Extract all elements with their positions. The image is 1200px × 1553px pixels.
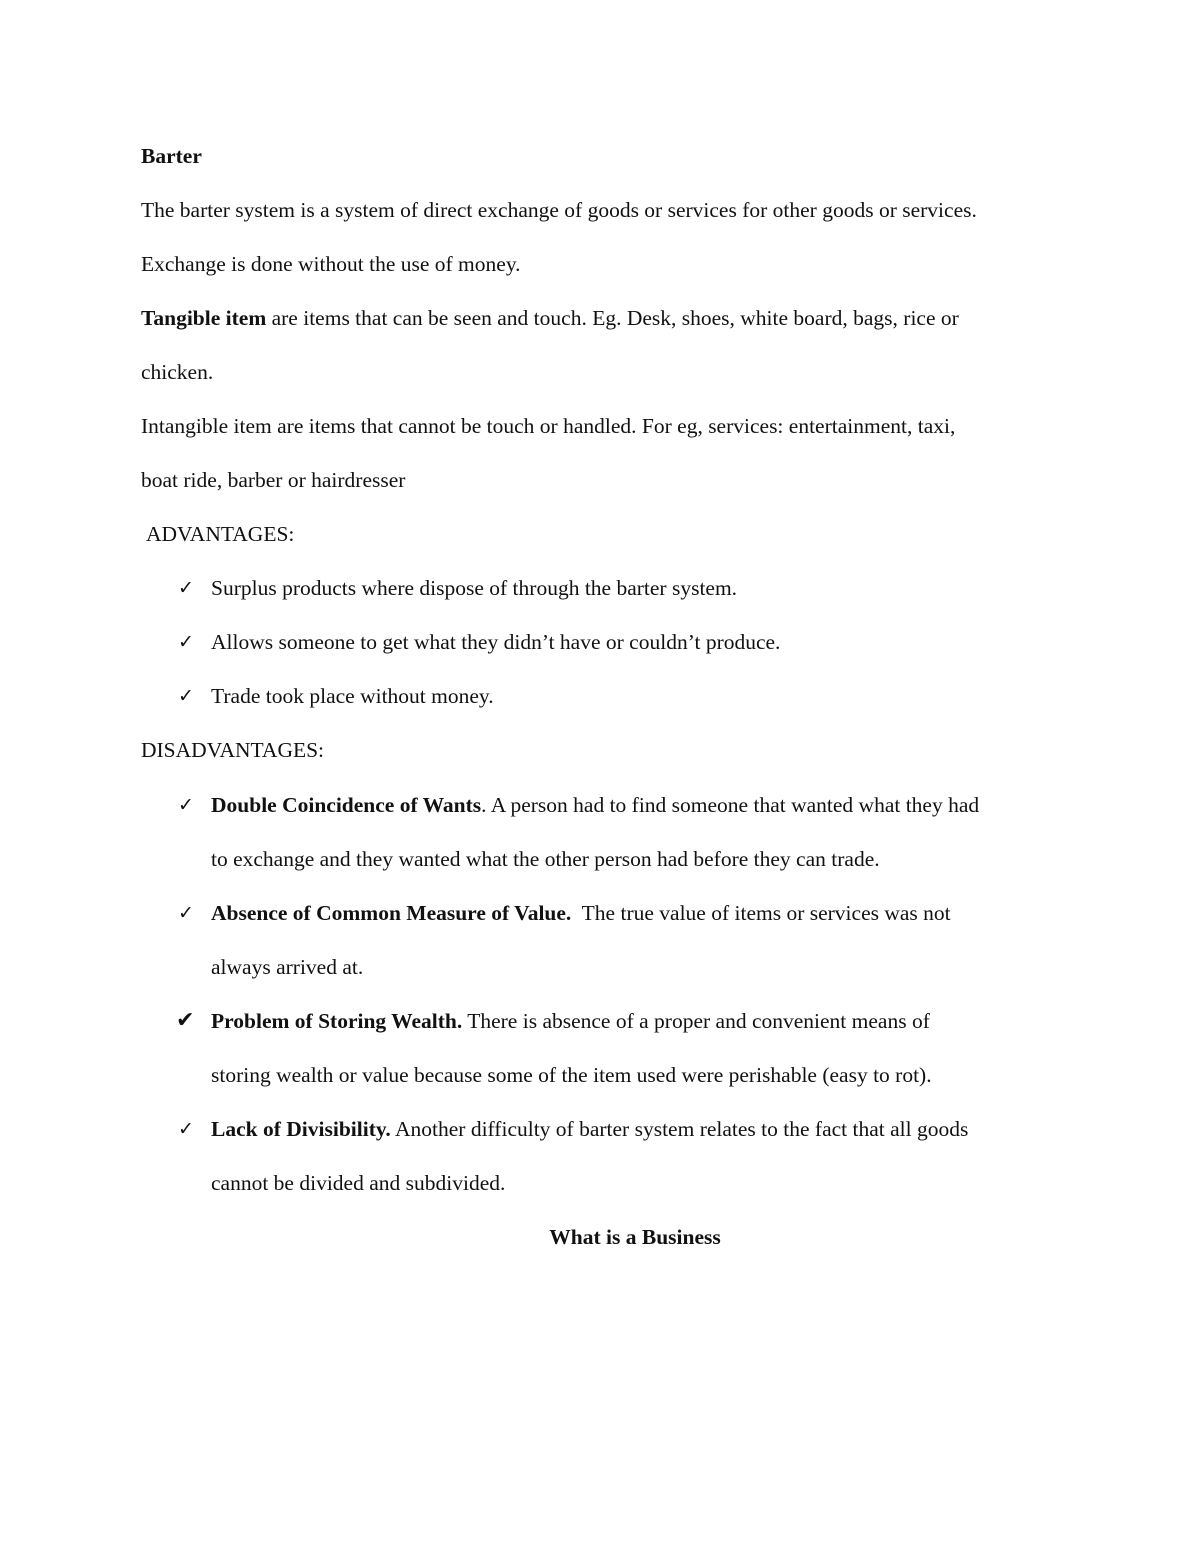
- disadvantage-item-line-2: storing wealth or value because some of the item used were perishable (easy to rot).: [211, 1063, 932, 1087]
- intangible-paragraph-line-1: Intangible item are items that cannot be touch or handled. For eg, services: entertainment, taxi,: [141, 414, 956, 438]
- disadvantage-text: . A person had to find someone that wanted what they had: [481, 793, 980, 817]
- disadvantages-heading: DISADVANTAGES:: [141, 738, 325, 762]
- disadvantage-item-line-1: [211, 903, 951, 925]
- disadvantage-term: Lack of Divisibility.: [211, 1117, 391, 1141]
- checkmark-icon: ✓: [178, 1118, 194, 1140]
- disadvantage-item-line-2: always arrived at.: [211, 955, 364, 979]
- advantage-item: Allows someone to get what they didn’t have or couldn’t produce.: [211, 630, 781, 654]
- intro-line-1: The barter system is a system of direct exchange of goods or services for other goods or services.: [141, 198, 977, 222]
- advantage-item: Trade took place without money.: [211, 684, 494, 708]
- disadvantage-text: There is absence of a proper and convenient means of: [462, 1009, 930, 1033]
- disadvantage-item-line-2: to exchange and they wanted what the other person had before they can trade.: [211, 847, 880, 871]
- disadvantage-term: Absence of Common Measure of Value.: [211, 901, 572, 925]
- tangible-term: Tangible item: [141, 306, 267, 330]
- intro-line-2: Exchange is done without the use of money.: [141, 252, 521, 276]
- disadvantage-text: The true value of items or services was not: [571, 901, 951, 925]
- advantages-heading: ADVANTAGES:: [146, 522, 295, 546]
- tangible-definition: are items that can be seen and touch. Eg. Desk, shoes, white board, bags, rice or: [266, 306, 959, 330]
- checkmark-icon: ✔: [176, 1008, 195, 1033]
- disadvantage-item-line-1: [211, 1119, 968, 1141]
- checkmark-icon: ✓: [178, 577, 194, 599]
- advantage-item: Surplus products where dispose of through the barter system.: [211, 576, 738, 600]
- tangible-paragraph-line-2: chicken.: [141, 360, 214, 384]
- intangible-paragraph-line-2: boat ride, barber or hairdresser: [141, 468, 406, 492]
- disadvantage-item-line-2: cannot be divided and subdivided.: [211, 1171, 506, 1195]
- disadvantage-term: Double Coincidence of Wants: [211, 793, 482, 817]
- tangible-paragraph-line-1: [141, 308, 959, 330]
- checkmark-icon: ✓: [178, 902, 194, 924]
- checkmark-icon: ✓: [178, 631, 194, 653]
- checkmark-icon: ✓: [178, 794, 194, 816]
- section-heading-business: What is a Business: [549, 1225, 721, 1249]
- disadvantage-item-line-1: [211, 795, 979, 817]
- checkmark-icon: ✓: [178, 685, 194, 707]
- disadvantage-term: Problem of Storing Wealth.: [211, 1009, 463, 1033]
- disadvantage-text: Another difficulty of barter system relates to the fact that all goods: [390, 1117, 969, 1141]
- page-title: Barter: [141, 144, 202, 168]
- disadvantage-item-line-1: [211, 1011, 930, 1033]
